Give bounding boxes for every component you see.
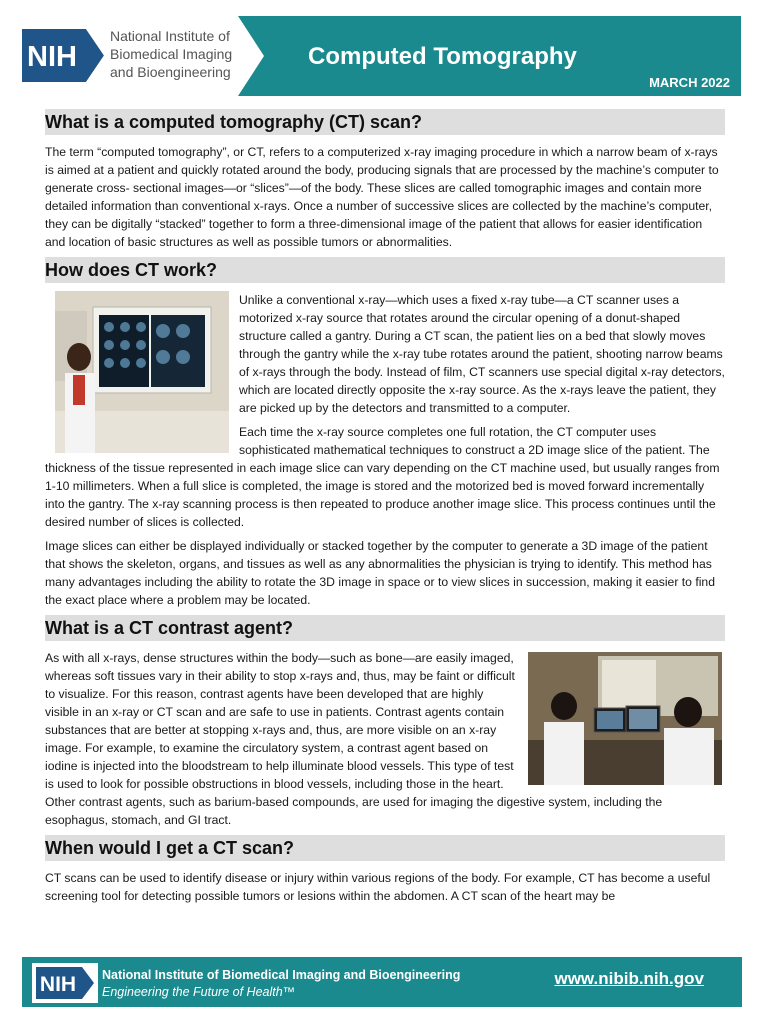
institute-line-1: National Institute of: [110, 28, 230, 44]
nih-logo: [22, 29, 104, 82]
paragraph: Each time the x-ray source completes one full rotation, the CT computer uses sophisticated mathematical techniques to construct a 2D image slice of the patient. The thickness of the tissue represented in each image slice can vary depending on the CT machine used, but usually ranges from 1-10 millimeters. When a full slice is completed, the image is stored and the motorized bed is moved forward incrementally into the gantry. The x-ray scanning process is then repeated to produce another image slice. This process continues until the desired number of slices is collected.: [45, 425, 720, 529]
section-heading-what-is-ct: What is a computed tomography (CT) scan?: [45, 109, 725, 135]
footer-nih-logo-text: NIH: [39, 973, 77, 996]
section-heading-contrast-agent: What is a CT contrast agent?: [45, 615, 725, 641]
ct-scan-viewing-photo: [55, 291, 229, 453]
footer: [22, 957, 742, 1007]
paragraph: Unlike a conventional x-ray—which uses a fixed x-ray tube—a CT scanner uses a motorized x-ray source that rotates around the circular opening of a donut-shaped structure called a gantry. During a CT scan, the patient lies on a bed that slowly moves through the gantry while the x-ray tube rotates around the patient, shooting narrow beams of x-rays through the body. Instead of film, CT scanners use special digital x-ray detectors, which are located directly opposite the x-ray source. As the x-rays leave the patient, they are picked up by the detectors and transmitted to a computer.: [239, 293, 725, 415]
ct-scan-viewing-illustration: [55, 291, 229, 453]
institute-line-2: Biomedical Imaging: [110, 46, 233, 62]
footer-tagline: Engineering the Future of Health™: [102, 985, 296, 999]
footer-institute-name: National Institute of Biomedical Imaging and Bioengineering: [102, 968, 461, 982]
ct-control-room-illustration: [528, 652, 722, 785]
website-link[interactable]: www.nibib.nih.gov: [554, 969, 704, 988]
main-content: [45, 109, 725, 911]
paragraph: Image slices can either be displayed individually or stacked together by the computer to generate a 3D image of the patient that shows the skeleton, organs, and tissues as well as any abnormalities the physician is trying to identify. This method has many advantages including the ability to rotate the 3D image in space or to view slices in succession, making it easier to find the exact place where a problem may be located.: [45, 539, 715, 607]
paragraph: The term “computed tomography”, or CT, refers to a computerized x-ray imaging procedure in which a narrow beam of x-rays is aimed at a patient and quickly rotated around the body, producing signals that are processed by the machine’s computer to generate cross- sectional images—or “slices”—of the body. These slices are called tomographic images and contain more detailed information than conventional x-rays. Once a number of successive slices are collected by the machine’s computer, they can be digitally “stacked” together to form a three-dimensional image of the patient that allows for easier identification and location of basic structures as well as possible tumors or abnormalities.: [45, 145, 719, 249]
section-heading-how-ct-works: How does CT work?: [45, 257, 725, 283]
page-title: Computed Tomography: [308, 43, 577, 70]
paragraph: As with all x-rays, dense structures within the body—such as bone—are easily imaged, whereas soft tissues vary in their ability to stop x-rays and, thus, may be faint or difficult to visualize. For this reason, contrast agents have been developed that are highly visible in an x-ray or CT scan and are safe to use in patients. Contrast agents contain substances that are better at stopping x-rays and, thus, are more visible on an x-ray image. For example, to examine the circulatory system, a contrast agent based on iodine is injected into the bloodstream to help illuminate blood vessels. This type of test is used to look for possible obstructions in blood vessels, including those in the heart. Other contrast agents, such as barium-based compounds, are used for imaging the digestive system, including the esophagus, stomach, and GI tract.: [45, 651, 663, 827]
institute-line-3: and Bioengineering: [110, 64, 231, 80]
paragraph: CT scans can be used to identify disease or injury within various regions of the body. For example, CT has become a useful screening tool for detecting possible tumors or lesions within the abdomen. A CT scan of the heart may be: [45, 871, 711, 903]
section-heading-when-ct-scan: When would I get a CT scan?: [45, 835, 725, 861]
footer-nih-logo: [32, 963, 98, 1003]
publication-date: MARCH 2022: [649, 75, 730, 90]
ct-control-room-photo: [528, 652, 722, 785]
institute-name: [110, 27, 232, 81]
nih-logo-text: NIH: [27, 41, 77, 73]
header: [0, 0, 768, 104]
